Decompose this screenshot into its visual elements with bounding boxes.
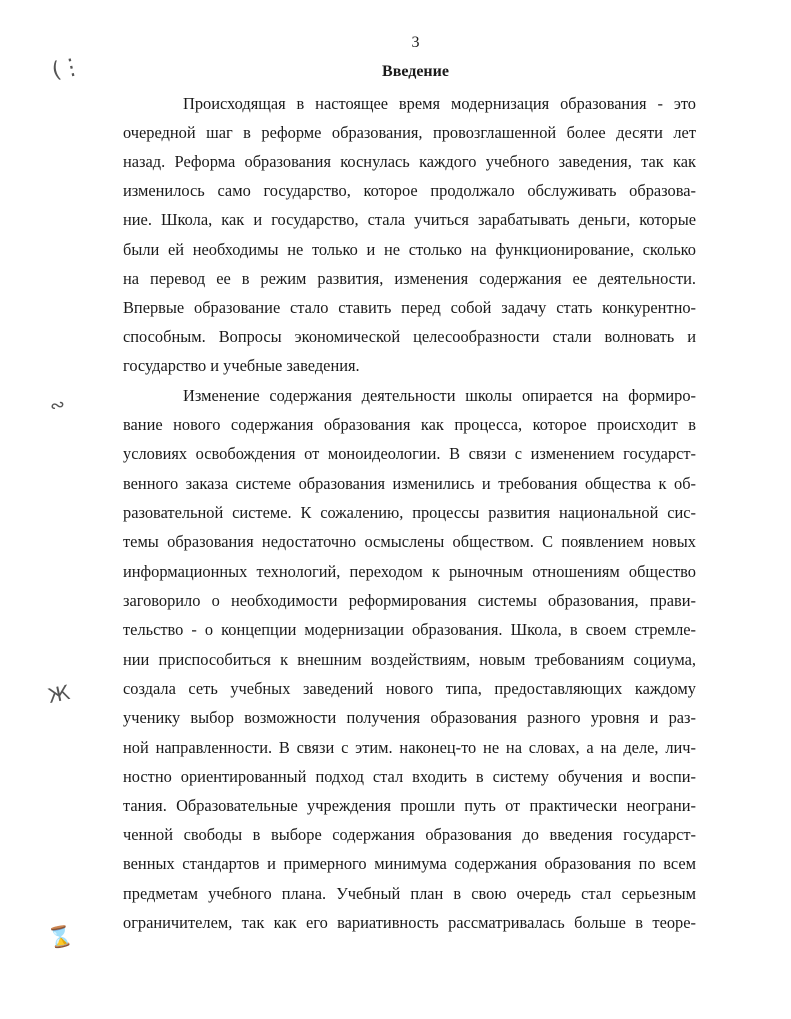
text-line: нии приспособиться к внешним воздействиям, новым требованиям социума, [123, 650, 696, 669]
text-line: Происходящая в настоящее время модернизация образования - это [183, 94, 696, 113]
text-line: ние. Школа, как и государство, стала учиться зарабатывать деньги, которые [123, 210, 696, 229]
margin-mark-icon: (⋮ [49, 53, 85, 84]
text-line: очередной шаг в реформе образования, провозглашенной более десяти лет [123, 123, 696, 142]
text-line: ностно ориентированный подход стал входить в систему обучения и воспи- [123, 767, 696, 786]
text-line: ной направленности. В связи с этим. наконец-то не на словах, а на деле, лич- [123, 738, 696, 757]
text-line: тельство - о концепции модернизации образования. Школа, в своем стремле- [123, 620, 696, 639]
text-line: ченной свободы в выборе содержания образования до введения государст- [123, 825, 696, 844]
text-line: назад. Реформа образования коснулась каждого учебного заведения, так как [123, 152, 696, 171]
text-line: на перевод ее в режим развития, изменения содержания ее деятельности. [123, 269, 696, 288]
margin-mark-icon: ∾ [47, 393, 68, 418]
text-line: информационных технологий, переходом к рыночным отношениям общество [123, 562, 696, 581]
text-line: тания. Образовательные учреждения прошли путь от практически неограни- [123, 796, 696, 815]
text-line: заговорило о необходимости реформирования системы образования, прави- [123, 591, 696, 610]
page-number: 3 [411, 34, 420, 51]
text-line: венного заказа системе образования изменились и требования общества к об- [123, 474, 696, 493]
text-line: предметам учебного плана. Учебный план в свою очередь стал серьезным [123, 884, 696, 903]
text-line: были ей необходимы не только и не столько на функционирование, сколько [123, 240, 696, 259]
section-title: Введение [382, 63, 449, 80]
text-line: венных стандартов и примерного минимума содержания образования по всем [123, 854, 696, 873]
margin-mark-icon: ⌛ [45, 922, 76, 952]
text-line: условиях освобождения от моноидеологии. В связи с изменением государст- [123, 444, 696, 463]
text-line: ученику выбор возможности получения образования разного уровня и раз- [123, 708, 696, 727]
margin-mark-icon: Ж [45, 680, 72, 708]
text-line: разовательной системе. К сожалению, процессы развития национальной сис- [123, 503, 696, 522]
text-line: создала сеть учебных заведений нового типа, предоставляющих каждому [123, 679, 696, 698]
text-line: Изменение содержания деятельности школы опирается на формиро- [183, 386, 696, 405]
text-line: изменилось само государство, которое продолжало обслуживать образова- [123, 181, 696, 200]
text-line: темы образования недостаточно осмыслены обществом. С появлением новых [123, 532, 696, 551]
text-line: способным. Вопросы экономической целесообразности стали волновать и [123, 327, 696, 346]
text-line: вание нового содержания образования как процесса, которое происходит в [123, 415, 696, 434]
text-line: Впервые образование стало ставить перед собой задачу стать конкурентно- [123, 298, 696, 317]
text-line: ограничителем, так как его вариативность рассматривалась больше в теоре- [123, 913, 696, 932]
text-line: государство и учебные заведения. [123, 356, 360, 375]
